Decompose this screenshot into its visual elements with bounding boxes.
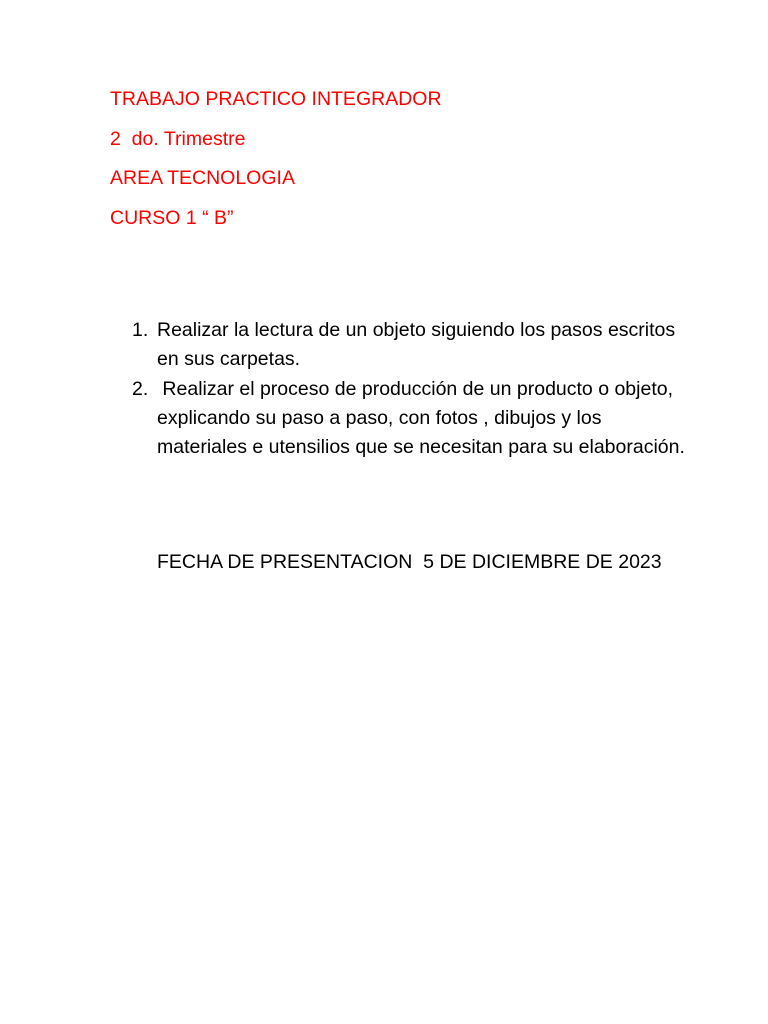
instruction-text: Realizar la lectura de un objeto siguiendo los pasos escritos en sus carpetas. [157, 319, 681, 371]
term-label: 2 do. Trimestre [110, 127, 246, 150]
document-header [110, 86, 442, 244]
course-label: CURSO 1 “ B” [110, 206, 234, 229]
instruction-text: Realizar el proceso de producción de un producto o objeto, explicando su paso a paso, con fotos , dibujos y los materiales e utensilios que se necesitan para su elaboración. [157, 377, 685, 459]
document-title: TRABAJO PRACTICO INTEGRADOR [110, 88, 442, 110]
subject-area-label: AREA TECNOLOGIA [110, 167, 295, 189]
instruction-item [132, 375, 692, 463]
instruction-number: 1. [132, 319, 149, 341]
instruction-number: 2. [132, 377, 149, 400]
instruction-item [132, 316, 692, 375]
due-date-line: FECHA DE PRESENTACION 5 DE DICIEMBRE DE 2023 [157, 551, 662, 573]
instructions-list [132, 316, 692, 462]
